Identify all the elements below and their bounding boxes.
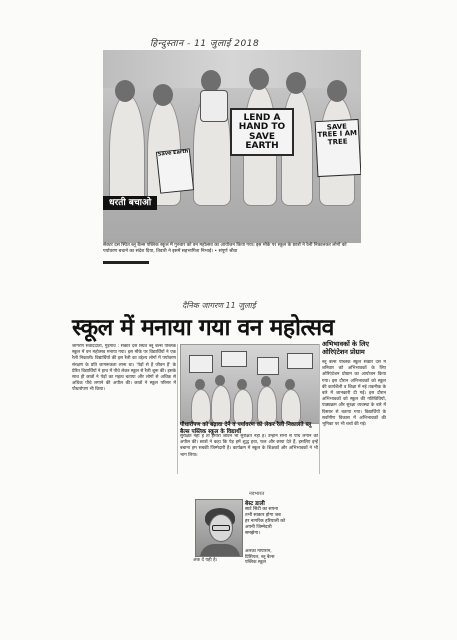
students-rally-photo (103, 50, 361, 243)
newspaper-clipping-article (72, 300, 386, 478)
handwritten-source-note: नवभारत (249, 491, 265, 497)
student-figure (109, 94, 145, 206)
rally-sign (287, 353, 313, 369)
student-figure (233, 389, 253, 424)
student-head (201, 70, 221, 92)
photo-tag: धरती बचाओ (103, 196, 157, 210)
quote-title: बेस्ट डाली (245, 501, 265, 507)
portrait-glasses (212, 525, 230, 531)
placard-save-tree: SAVE TREE I AM TREE (315, 119, 361, 177)
student-figure (257, 386, 277, 424)
placard-lend-a-hand: LEND A HAND TO SAVE EARTH (230, 108, 294, 156)
article-column-left: जागरण संवाददाता, गुड़गांव : सेक्टर दस स्थित ब्लू बैल्स पब्लिक स्कूल में वन महोत्सव मनाया गया। इस मौके पर विद्यार्थियों ने एक रैली निकाली। विद्यार्थियों की इस रैली का उद्देश्य लोगों में पर्यावरण संरक्षण के प्रति जागरूकता लाना था। 'पेड़ों से है जीवन है' के प्रेरित विद्यार्थियों ने हाथ में पौधे लेकर स्कूल से रैली शुरू की। इसके साथ ही छात्रों ने पेड़ों का महत्व बताया और लोगों से अधिक से अधिक पौधे लगाने की अपील की। छात्रों ने स्कूल परिसर में पौधारोपण भी किया। (72, 344, 176, 393)
principal-portrait (195, 499, 243, 557)
newspaper-clipping-photo (100, 36, 362, 254)
quote-author: अलका मायाराम, प्रिंसिपल, ब्लू बैल्स पब्लिक स्कूल (245, 549, 275, 565)
student-head (327, 80, 347, 102)
student-figure (281, 389, 301, 424)
student-figure (191, 389, 211, 424)
column-divider (319, 344, 320, 474)
rally-sign (189, 355, 213, 373)
student-figure (211, 385, 231, 424)
article-headline: स्कूल में मनाया गया वन महोत्सव (72, 315, 334, 341)
student-head (249, 68, 269, 90)
article-column-middle: सुरक्षित नहीं है तो हमारा जीवन भी सुरक्षित नहीं है। उन्होंने सभी से पौधे लगाने की अपील की। छात्रों ने कहा कि पेड़ हमें शुद्ध हवा, फल और छाया देते हैं, इसलिए इन्हें बचाना हम सबकी जिम्मेदारी है। कार्यक्रम में स्कूल के शिक्षकों और अभिभावकों ने भी भाग लिया। (180, 434, 318, 458)
rally-sign (221, 351, 247, 367)
student-head (286, 72, 306, 94)
quote-text: सार्ट सिटी का सपना तभी साकार होगा जब हर नागरिक हरियाली को अपनी जिम्मेदारी समझेगा। (245, 507, 286, 536)
rally-photo (180, 344, 320, 424)
student-head (153, 84, 173, 106)
bulb-sign (200, 90, 228, 122)
handwritten-source-note: हिन्दुस्तान - 11 जुलाई 2018 (150, 39, 260, 49)
article-column-right: ब्लू बैल्स पब्लिक स्कूल सेक्टर दस में शनिवार को अभिभावकों के लिए ओरिएंटेशन प्रोग्राम का आयोजन किया गया। इस दौरान अभिभावकों को स्कूल की कार्यशैली व शिक्षा में नई तकनीक के बारे में जानकारी दी गई। इस दौरान अभिभावकों को स्कूल की गतिविधियों, पाठ्यक्रम और सुरक्षा व्यवस्था के बारे में विस्तार से बताया गया। विद्यार्थियों के सर्वांगीण विकास में अभिभावकों की भूमिका पर भी चर्चा की गई। (322, 360, 386, 428)
portrait-body (200, 544, 240, 557)
quote-footer: अंक दें यही है। (193, 558, 218, 563)
caption-rule (103, 261, 149, 264)
student-head (115, 80, 135, 102)
handwritten-source-note: दैनिक जागरण 11 जुलाई (182, 301, 256, 310)
rally-sign (257, 357, 279, 375)
photo-caption: सेक्टर दस स्थित ब्लू बैल्स पब्लिक स्कूल में गुरुवार को वन महोत्सव का आयोजन किया गया। इस मौके पर स्कूल के छात्रों ने रैली निकालकर लोगों को पर्यावरण बचाने का संदेश दिया, तिवारी ने इसमें सहभागिता निभाई। • संपूर्ण श्रीवा (103, 243, 347, 254)
photo-caption: पौधारोपण को बढ़ावा देने व पर्यावरण को लेकर रैली निकालते ब्लू बैल्स पब्लिक स्कूल के विद्यार्थी (180, 422, 312, 435)
newspaper-clipping-quote (193, 491, 287, 571)
side-article-headline: अभिभावकों के लिए ओरिएंटेशन प्रोग्राम (322, 340, 369, 356)
placard-save-earth: Save Earth (156, 148, 194, 193)
photo-background (103, 50, 361, 88)
column-divider (177, 344, 178, 474)
